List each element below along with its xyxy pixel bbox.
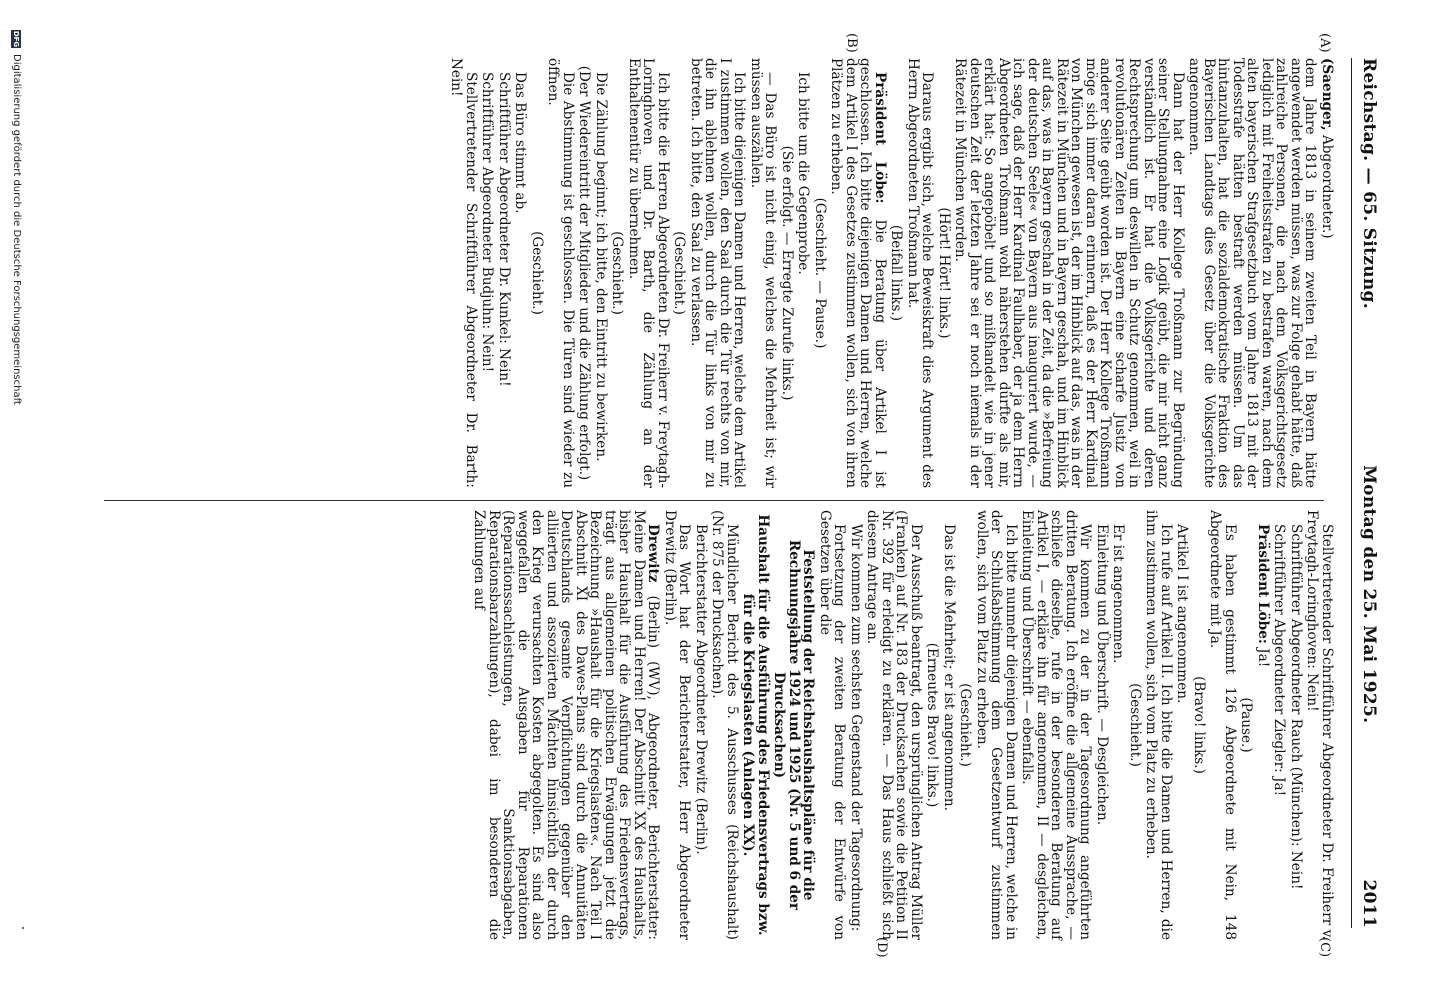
- stage-direction: [958, 510, 973, 940]
- paragraph-text: Die Zählung beginnt; ich bitte, den Eintritt zu bewirken.: [593, 72, 609, 462]
- paragraph-text: Schriftführer Abgeordneter Dr. Kunkel: Nein!: [496, 72, 512, 387]
- dfg-logo: DFG: [12, 30, 21, 48]
- paragraph: [796, 58, 811, 488]
- paragraph-text: Stellvertretender Schriftführer Abgeordneter Dr. Barth: Nein!: [448, 58, 479, 488]
- paragraph: [1208, 510, 1237, 940]
- paragraph: [663, 510, 692, 940]
- paragraph: [1095, 510, 1110, 940]
- paragraph: [480, 58, 495, 488]
- paragraph-text: Dann hat der Herr Kollege Troßmann zur Begründung seiner Stellungnahme eine Logik geübt, die mir nicht ganz verständlich ist. Er hat die Volksgerichte und deren Rechtsprechung um deswillen in Schutz genommen, weil in revolutionären Zeiten in Bayern eine scharfe Justiz von anderer Seite geübt worden ist. Der Herr Kollege Troßmann möge sich immer daran erinnern, daß es der Herr Kardinal von München gewesen ist, der im Hinblick auf das, was in der Rätezeit in München und in Bayern geschah, und im Hinblick auf das, was in Bayern geschah in der Zeit, da die »Befreiung der deutschen Seele« von Bayern aus inauguriert wurde, — ich sage, daß der Herr Kardinal Faulhaber, der ja dem Herrn Abgeordneten Troßmann wohl näherstehen dürfte als mir, erklärt hat: So angepöbelt und so mißhandelt wie in jener deutschen Zeit der letzten Jahre sei er noch niemals in der Rätezeit in München worden.: [952, 58, 1186, 488]
- stage-direction: [889, 58, 904, 488]
- paragraph-text: Die Abstimmung ist geschlossen. Die Türen sind wieder zu öffnen.: [545, 58, 576, 488]
- paragraph-text: (Beifall links.): [888, 224, 905, 322]
- paragraph-text: Ich bitte um die Gegenprobe.: [795, 72, 812, 275]
- stage-direction: [610, 58, 625, 488]
- paragraph-text: Ja!: [1255, 643, 1271, 668]
- stage-direction: [530, 58, 545, 488]
- paragraph: [1144, 510, 1173, 940]
- paragraph: [906, 58, 935, 488]
- paragraph-text: Einleitung und Überschrift. — Desgleichen.: [1094, 524, 1110, 826]
- paragraph-text: Mündlicher Bericht des 5. Ausschusses (Reichshaushalt) (Nr. 875 der Drucksachen).: [709, 510, 740, 940]
- page-number: 2011: [1359, 879, 1379, 928]
- stage-direction: [813, 58, 828, 488]
- paragraph: [627, 58, 671, 488]
- paragraph: [953, 58, 1185, 488]
- paragraph-text: Artikel I ist angenommen.: [1174, 524, 1191, 704]
- stage-direction: [937, 58, 952, 488]
- paragraph: [594, 58, 609, 488]
- paragraph-text: Daraus ergibt sich, welche Beweiskraft dies Argument des Herrn Abgeordneten Troßmann hat.: [905, 58, 936, 488]
- paragraph: [497, 58, 512, 488]
- paragraph: [710, 510, 739, 940]
- paragraph-text: (Geschieht.): [957, 683, 974, 767]
- paragraph: [694, 510, 709, 940]
- paragraph: [472, 510, 661, 940]
- paragraph: [942, 510, 957, 940]
- paragraph-text: Wir kommen zu der in der Tagesordnung angeführten dritten Beratung. Ich eröffne die allgemeine Aussprache, — schließe dieselbe, rufe in der besonderen Beratung auf Artikel I, — erkläre ihn für angenommen, II — desgleichen, Einleitung und Überschrift — ebenfalls.: [1019, 510, 1094, 940]
- paragraph: [513, 58, 528, 488]
- paragraph-text: Fortsetzung der zweiten Beratung der Entwürfe von Gesetzen über die: [817, 510, 848, 940]
- paragraph: [975, 510, 1019, 940]
- speaker-name: (Saenger,: [1319, 58, 1335, 131]
- paragraph: [1020, 510, 1093, 940]
- paragraph-text: Das ist die Mehrheit; er ist angenommen.: [941, 524, 957, 811]
- paragraph: [1187, 58, 1318, 488]
- paragraph-text: (Der Wiedereintritt der Mitglieder und die Zählung erfolgt.): [576, 65, 593, 481]
- stage-direction: [577, 58, 592, 488]
- paragraph-text: Das Büro stimmt ab.: [512, 72, 529, 214]
- left-text-column: [447, 58, 1334, 488]
- paragraph-text: (Erneutes Bravo! links.): [924, 642, 941, 808]
- paragraph-text: (Berlin) (WV), Abgeordneter, Berichterstatter: Meine Damen und Herren! Der Abschnitt XX des Haushalts, bisher Haushalt für die Ausführung des Friedensvertrags, trägt aus allgemeinen politischen Erwägungen jetzt die Bezeichnung »Haushalt für die Kriegslasten«. Nach Teil I Abschnitt XI des Dawes-Plans sind durch die Annuitäten Deutschlands gesamte Verpflichtungen gegenüber den alliierten und assoziierten Mächten hinsichtlich der durch den Krieg verursachten Kosten abgegolten. Es sind also weggefallen die Ausgaben für Reparationen (Reparationssachleistungen, Sanktionsabgaben, Reparationsbarzahlungen), dabei im besonderen die Zahlungen auf: [471, 510, 662, 940]
- paragraph-text: dem Jahre 1813 in seinem zweiten Teil in Bayern hätte angewendet werden müssen, was zur Folge gehabt hätte, daß zahlreiche Personen, die nach dem Volksgerichtsgesetz lediglich mit Freiheitsstrafen zu bestrafen waren, nach dem alten bayerischen Strafgesetzbuch vom Jahre 1813 mit der Todesstrafe hätten bestraft werden müssen. Um das hintanzuhalten, hat die sozialdemokratische Fraktion des Bayerischen Landtags dies Gesetz über die Volksgerichte angenommen.: [1186, 58, 1319, 488]
- paragraph-text: Schriftführer Abgeordneter Rauch (München): Nein!: [1288, 524, 1304, 890]
- paragraph-text: — Das Büro ist nicht einig, welches die Mehrheit ist; wir müssen auszählen.: [748, 58, 779, 488]
- paragraph-text: Ich bitte die Herren Abgeordneten Dr. Freiherr v. Freytagh-Loringhoven und Dr. Barth, die Zählung an der Enthaltenentür zu übernehmen.: [626, 58, 671, 488]
- speaker-name: Präsident Löbe:: [1255, 524, 1271, 644]
- paragraph: [749, 58, 778, 488]
- stage-direction: [925, 510, 940, 940]
- margin-marker-c: (C): [1317, 937, 1332, 958]
- paragraph: [1272, 510, 1287, 940]
- paragraph-text: Schriftführer Abgeordneter Ziegler: Ja!: [1271, 524, 1288, 797]
- paragraph-text: (Geschieht.): [529, 231, 545, 315]
- stage-direction: [780, 58, 795, 488]
- agenda-heading: [772, 510, 816, 940]
- paragraph: [1320, 58, 1335, 488]
- paragraph-text: Schriftführer Abgeordneter Budjuhn: Nein!: [479, 72, 496, 373]
- paragraph: [1289, 510, 1304, 940]
- paragraph-text: Es haben gestimmt 126 Abgeordnete mit Nein, 148 Abgeordnete mit Ja.: [1207, 510, 1238, 940]
- paragraph: [818, 510, 847, 940]
- page-footer: [11, 30, 22, 990]
- margin-marker-b: (B): [844, 33, 859, 53]
- paragraph-text: (Bravo! links.): [1191, 676, 1207, 774]
- paragraph-text: Ich rufe auf Artikel II. Ich bitte die Damen und Herren, die ihm zustimmen wollen, sich vom Platz zu erheben.: [1143, 510, 1174, 940]
- header-date: Montag den 25. Mai 1925.: [1359, 465, 1379, 724]
- paragraph: [1305, 510, 1334, 940]
- column-divider: [104, 500, 1324, 501]
- stage-direction: [1239, 510, 1254, 940]
- paragraph-text: Ich bitte nunmehr diejenigen Damen und Herren, welche in der Schlußabstimmung dem Gesetzentwurf zustimmen wollen, sich vom Platz zu erheben.: [974, 510, 1019, 940]
- paragraph-text: (Geschieht.): [609, 231, 626, 315]
- paragraph: [849, 510, 864, 940]
- footer-text: Digitalisierung gefördert durch die Deutsche Forschungsgemeinschaft: [11, 54, 22, 405]
- paragraph: [449, 58, 478, 488]
- stage-direction: [1128, 510, 1143, 940]
- paragraph-text: Feststellung der Reichshaushaltspläne für die Rechnungsjahre 1924 und 1925 (Nr. 5 und 6 der Drucksachen): [771, 539, 817, 911]
- header-rule: [1351, 58, 1352, 928]
- paragraph: [865, 510, 923, 940]
- page-header: [1354, 58, 1384, 928]
- stage-direction: [672, 58, 687, 488]
- paragraph-text: (Pause.): [1238, 697, 1255, 753]
- paragraph-text: (Hört! Hört! links.): [936, 207, 952, 339]
- paragraph-text: Wir kommen zum sechsten Gegenstand der Tagesordnung:: [848, 524, 864, 932]
- speaker-name: Drewitz: [645, 524, 662, 583]
- paragraph: [1256, 510, 1271, 940]
- paragraph: [689, 58, 747, 488]
- paragraph-text: Berichterstatter Abgeordneter Drewitz (Berlin).: [693, 524, 709, 855]
- paragraph-text: Haushalt für die Ausführung des Friedensvertrags bzw. für die Kriegslasten (Anlagen XX).: [740, 514, 771, 936]
- margin-marker-d: (D): [874, 937, 889, 958]
- paragraph-text: (Geschieht.): [1127, 683, 1143, 767]
- paragraph-text: (Geschieht.): [671, 231, 688, 315]
- paragraph-text: Das Wort hat der Berichterstatter, Herr Abgeordneter Drewitz (Berlin).: [662, 510, 693, 940]
- paragraph-text: (Sie erfolgt. — Erregte Zurufe links.): [779, 145, 795, 401]
- stage-direction: [1192, 510, 1207, 940]
- paragraph-text: Stellvertretender Schriftführer Abgeordneter Dr. Freiherr v. Freytagh-Loringhoven: Nein!: [1304, 510, 1335, 940]
- paragraph-text: Der Ausschuß beantragt, den ursprünglichen Antrag Müller (Franken) auf Nr. 183 der Drucksachen sowie die Petition II Nr. 392 für erledigt zu erklären. — Das Haus schließt sich diesem Antrage an.: [864, 510, 924, 940]
- paragraph-text: Er ist angenommen.: [1110, 524, 1127, 664]
- speaker-name: Präsident Löbe:: [872, 72, 888, 204]
- header-left: Reichstag. — 65. Sitzung.: [1359, 58, 1379, 309]
- margin-marker-a: (A): [1317, 33, 1332, 53]
- agenda-heading: [741, 510, 770, 940]
- scan-speck: [22, 927, 24, 929]
- right-text-column: [470, 510, 1334, 940]
- paragraph-text: Ich bitte diejenigen Damen und Herren, welche dem Artikel I zustimmen wollen, den Saal durch die Tür rechts von mir, die ihn ablehnen wollen, durch die Tür links von mir zu betreten. Ich bitte, den Saal zu verlassen.: [688, 58, 748, 488]
- paragraph: [1175, 510, 1190, 940]
- paragraph-text: Die Beratung über Artikel I ist geschlossen. Ich bitte diejenigen Damen und Herren, welche dem Artikel I des Gesetzes zustimmen wollen, sich von ihren Plätzen zu erheben.: [828, 58, 888, 488]
- paragraph: [1111, 510, 1126, 940]
- paragraph-text: (Geschieht. — Pause.): [812, 197, 828, 349]
- speaker-role: Abgeordneter.): [1319, 130, 1335, 239]
- paragraph: [546, 58, 575, 488]
- paragraph: [829, 58, 887, 488]
